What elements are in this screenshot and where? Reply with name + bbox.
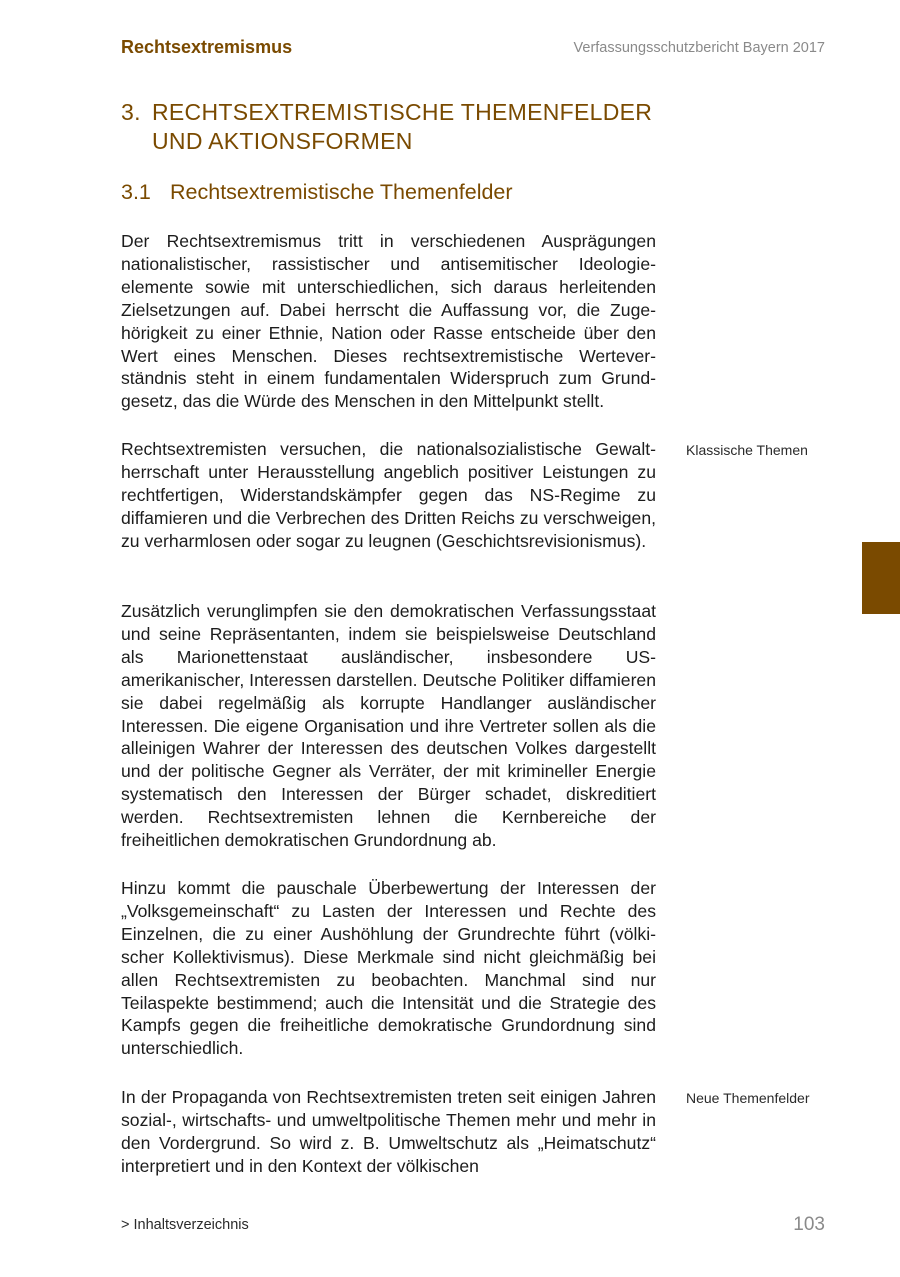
body-paragraph-5: In der Propaganda von Rechtsextremisten treten seit einigen Jahren sozial-, wirtschafts- und umweltpolitische Themen mehr und mehr in den Vordergrund. So wird z. B. Umweltschutz als „Heimatschutz“ interpretiert und in den Kontext der völkischen — [121, 1087, 656, 1176]
table-of-contents-link[interactable]: > Inhaltsverzeichnis — [121, 1217, 249, 1233]
running-head-report-title: Verfassungsschutzbericht Bayern 2017 — [573, 40, 825, 56]
chapter-number: 3. — [121, 99, 141, 125]
running-head-section-title: Rechtsextremismus — [121, 37, 293, 57]
chapter-heading — [121, 98, 681, 156]
body-paragraph-2: Rechtsextremisten versuchen, die nationalsozialistische Gewaltherrschaft unter Herausstellung angeblich positiver Leistungen zu rechtfertigen, Widerstandskämpfer gegen das NS-Regime zu diffamieren und die Verbrechen des Dritten Reichs zu verschweigen, zu verharmlosen oder sogar zu leugnen (Geschichtsrevisionismus). — [121, 439, 656, 551]
margin-note-new-topics: Neue Themenfelder — [686, 1090, 810, 1106]
body-paragraph-1: Der Rechtsextremismus tritt in verschiedenen Ausprägungen nationalistischer, rassistischer und antisemitischer Ideologieelemente sowie mit unterschiedlichen, sich daraus herleitenden Zielsetzungen auf. Dabei herrscht die Auffassung vor, die Zugehörigkeit zu einer Ethnie, Nation oder Rasse entscheide über den Wert eines Menschen. Dieses rechtsextremistische Werteverständnis steht in einem fundamentalen Widerspruch zum Grundgesetz, das die Würde des Menschen in den Mittelpunkt stellt. — [121, 231, 656, 412]
section-title: Rechtsextremistische Themenfelder — [170, 180, 513, 204]
page-number: 103 — [793, 1214, 825, 1235]
chapter-title-line-2: UND AKTIONSFORMEN — [152, 128, 413, 154]
section-heading — [121, 180, 513, 205]
section-number: 3.1 — [121, 180, 151, 204]
chapter-title-line-1: RECHTSEXTREMISTISCHE THEMENFELDER — [152, 99, 653, 125]
body-paragraph-3: Zusätzlich verunglimpfen sie den demokratischen Verfassungsstaat und seine Repräsentanten, indem sie beispielsweise Deutschland als Marionettenstaat ausländischer, insbesondere US-amerikanischer, Interessen darstellen. Deutsche Politiker diffamieren sie dabei regelmäßig als korrupte Handlanger ausländischer Interessen. Die eigene Organisation und ihre Vertreter sollen als die alleinigen Wahrer der Interessen des deutschen Volkes dargestellt und der politische Gegner als Verräter, der mit krimineller Energie systematisch den Interessen der Bürger schadet, diskreditiert werden. Rechtsextremisten lehnen die Kernbereiche der freiheitlichen demokratischen Grundordnung ab. — [121, 601, 656, 851]
body-paragraph-4: Hinzu kommt die pauschale Überbewertung der Interessen der „Volksgemeinschaft“ zu Lasten der Interessen und Rechte des Einzelnen, die zu einer Aushöhlung der Grundrechte führt (völkischer Kollektivismus). Diese Merkmale sind nicht gleichmäßig bei allen Rechtsextremisten zu beobachten. Manchmal sind nur Teilaspekte bestimmend; auch die Intensität und die Strategie des Kampfs gegen die freiheitliche demokratische Grundordnung sind unterschiedlich. — [121, 878, 656, 1059]
chapter-tab-marker — [862, 542, 900, 614]
margin-note-classic-topics: Klassische Themen — [686, 442, 808, 458]
